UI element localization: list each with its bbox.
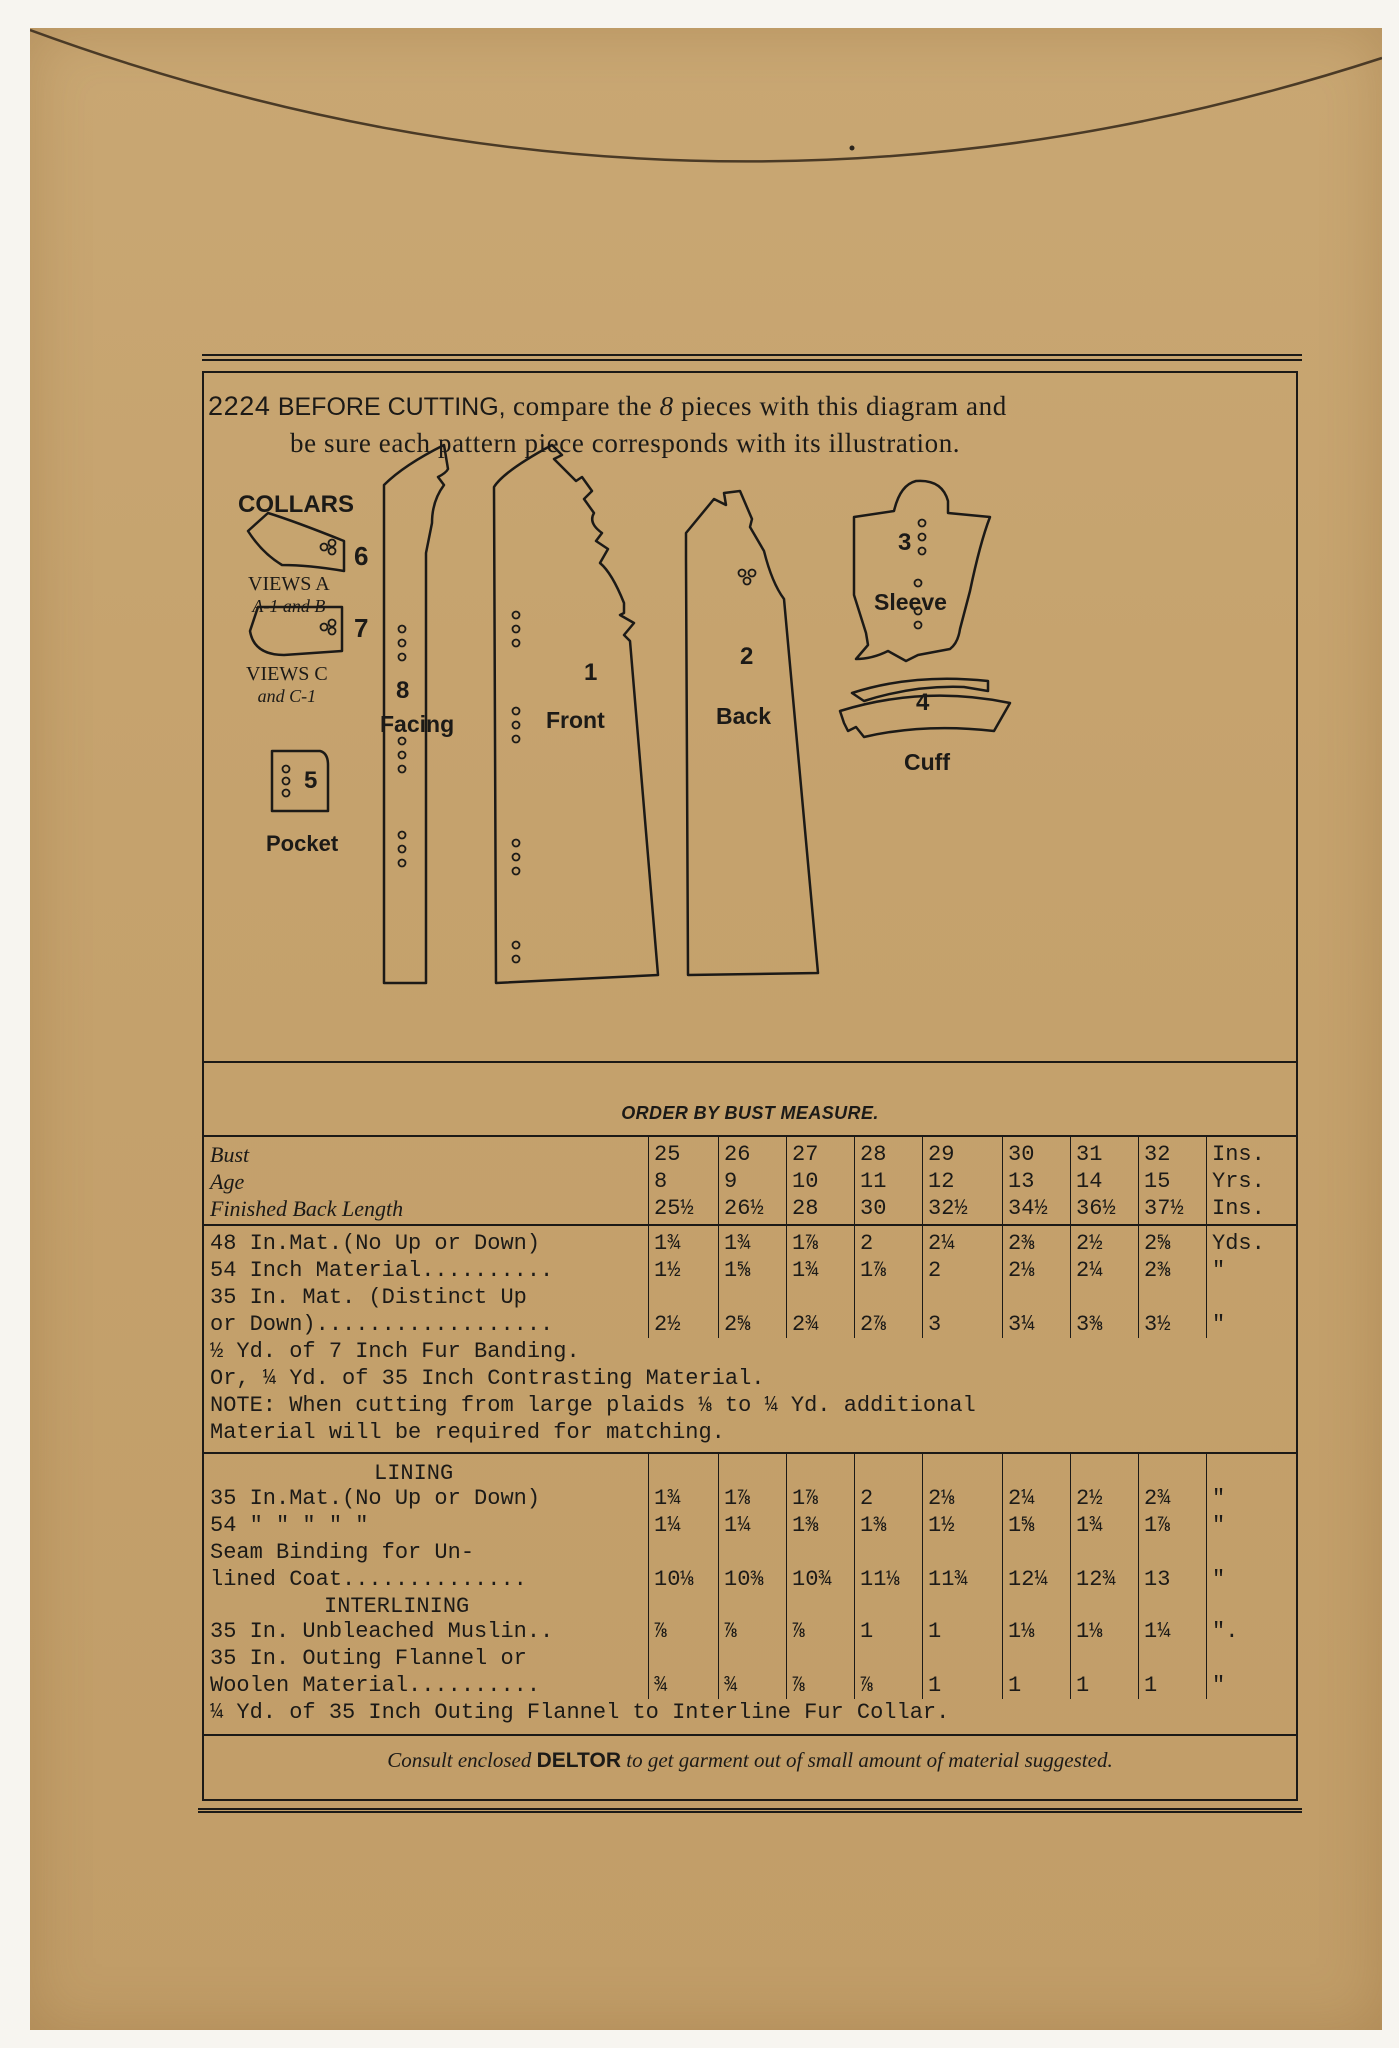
lining-row-value: 2 [860,1486,874,1511]
table-column-rule [718,1135,719,1338]
size-row-value: 25 [654,1142,681,1167]
lining-row-value: 1¾ [1076,1513,1103,1538]
material-row-value: 1⅞ [792,1231,819,1256]
collar-6-number: 6 [354,541,369,571]
size-row-value: 27 [792,1142,819,1167]
material-note: Or, ¼ Yd. of 35 Inch Contrasting Material. [210,1366,765,1391]
lining-row-value: 12¼ [1008,1567,1048,1592]
size-row-value: 28 [792,1196,819,1221]
facing-8-number: 8 [396,677,410,704]
size-row-value: 25½ [654,1196,694,1221]
material-row-value: 2 [860,1231,874,1256]
lining-row-value: 1¼ [654,1513,681,1538]
piece-count: 8 [659,391,674,421]
front-1-number: 1 [584,659,598,686]
pattern-number: 2224 [208,391,271,421]
lining-row-value: 11¾ [928,1567,968,1592]
material-note: Material will be required for matching. [210,1420,725,1445]
size-row-unit: Yrs. [1212,1169,1265,1194]
cutting-guide-sheet [202,354,1302,1833]
material-row-value: 3¼ [1008,1312,1035,1337]
table-column-rule [648,1135,649,1338]
interlining-row-value: 1⅛ [1076,1619,1103,1644]
collar-6-label-line-2: A-1 and B [252,596,326,616]
material-row-unit: " [1212,1258,1226,1283]
section-divider [204,1061,1296,1063]
pocket-5-number: 5 [304,767,318,794]
table-column-rule [786,1452,787,1699]
size-row-unit: Ins. [1212,1196,1265,1221]
size-row-value: 32 [1144,1142,1171,1167]
interlining-row-value: ¾ [654,1673,668,1698]
material-row-value: 1⅝ [724,1258,751,1283]
table-column-rule [648,1452,649,1699]
lining-row-value: 2⅛ [928,1486,955,1511]
material-row-value: 3 [928,1312,942,1337]
table-column-rule [1002,1452,1003,1699]
size-row-label: Bust [210,1142,250,1167]
size-row-value: 30 [1008,1142,1035,1167]
material-row-unit: Yds. [1212,1231,1265,1256]
table-column-rule [718,1452,719,1699]
table-row-rule [204,1224,1296,1226]
table-row-rule [204,1734,1296,1736]
lining-row-value: 2¾ [1144,1486,1171,1511]
material-row-unit: " [1212,1312,1226,1337]
interlining-row-value: 1 [1008,1673,1022,1698]
size-row-label: Finished Back Length [210,1196,404,1221]
instruction-text-a: compare the [512,391,653,421]
footer-brand: DELTOR [536,1749,621,1772]
material-row-value: 3½ [1144,1312,1171,1337]
lining-row-value: 1¾ [654,1486,681,1511]
pattern-envelope [30,28,1382,2030]
table-column-rule [1070,1452,1071,1699]
instruction-line-2: be sure each pattern piece corresponds with its illustration. [290,428,961,458]
cuff-4-number: 4 [916,689,930,716]
collar-6-shape [248,513,344,571]
interlining-final-note: ¼ Yd. of 35 Inch Outing Flannel to Interline Fur Collar. [210,1700,950,1725]
size-row-value: 34½ [1008,1196,1048,1221]
material-row-value: 1½ [654,1258,681,1283]
size-row-value: 36½ [1076,1196,1116,1221]
lining-row-value: 12¾ [1076,1567,1116,1592]
pocket-5-label: Pocket [266,831,339,856]
interlining-row-value: ⅞ [654,1619,668,1644]
interlining-row-value: 1¼ [1144,1619,1171,1644]
size-row-value: 15 [1144,1169,1171,1194]
lining-row-value: 2½ [1076,1486,1103,1511]
table-column-rule [854,1452,855,1699]
interlining-row-value: ⅞ [724,1619,738,1644]
table-column-rule [1138,1452,1139,1699]
collar-6-label-line-1: VIEWS A [248,573,330,595]
collar-7-number: 7 [354,613,369,643]
lining-row-value: 10¾ [792,1567,832,1592]
sleeve-3-number: 3 [898,529,912,556]
size-row-value: 12 [928,1169,955,1194]
interlining-row-value: 1 [860,1619,874,1644]
material-row-value: 1¾ [792,1258,819,1283]
lining-row-label: lined Coat.............. [210,1567,527,1592]
pocket-5-shape [272,751,328,811]
interlining-row-value: 1⅛ [1008,1619,1035,1644]
material-row-value: 3⅜ [1076,1312,1103,1337]
interlining-row-value: ⅞ [792,1673,806,1698]
material-row-value: 1¾ [724,1231,751,1256]
material-row-value: 2¾ [792,1312,819,1337]
size-row-unit: Ins. [1212,1142,1265,1167]
table-column-rule [854,1135,855,1338]
material-row-value: 2 [928,1258,942,1283]
table-row-rule [204,1452,1296,1454]
back-2-label: Back [716,703,771,729]
back-2-shape [686,491,818,975]
interlining-row-value: ⅞ [792,1619,806,1644]
footer-text-a: Consult enclosed [387,1748,532,1772]
sleeve-3-label: Sleeve [874,589,947,615]
lining-row-unit: " [1212,1486,1226,1511]
material-row-value: 2½ [654,1312,681,1337]
interlining-row-unit: " [1212,1673,1226,1698]
lining-row-value: 10⅜ [724,1567,764,1592]
material-row-value: 2⅞ [860,1312,887,1337]
size-row-value: 10 [792,1169,819,1194]
material-note: NOTE: When cutting from large plaids ⅛ to ¼ Yd. additional [210,1393,976,1418]
size-row-value: 37½ [1144,1196,1184,1221]
lining-row-unit: " [1212,1567,1226,1592]
lining-row-value: 1¼ [724,1513,751,1538]
deltor-footer [204,1748,1296,1773]
interlining-row-label: Woolen Material.......... [210,1673,541,1698]
interlining-row-value: ⅞ [860,1673,874,1698]
lining-row-value: 1⅞ [724,1486,751,1511]
table-column-rule [786,1135,787,1338]
lining-row-value: 1⅝ [1008,1513,1035,1538]
material-row-value: 2½ [1076,1231,1103,1256]
back-2-number: 2 [740,643,754,670]
collar-7-label-line-1: VIEWS C [246,663,328,685]
order-by-bust-title: ORDER BY BUST MEASURE. [621,1103,879,1123]
size-row-value: 26 [724,1142,751,1167]
size-row-value: 14 [1076,1169,1103,1194]
instruction-text-b: pieces with this diagram and [681,391,1007,421]
lining-row-value: 13 [1144,1567,1171,1592]
collar-7-label [246,663,328,707]
size-row-value: 13 [1008,1169,1035,1194]
material-row-value: 2¼ [1076,1258,1103,1283]
collar-7-label-line-2: and C-1 [257,686,317,706]
interlining-row-value: 1 [1144,1673,1158,1698]
table-column-rule [1138,1135,1139,1338]
lining-heading: LINING [374,1461,454,1486]
material-row-value: 1¾ [654,1231,681,1256]
table-column-rule [922,1135,923,1338]
size-row-value: 29 [928,1142,955,1167]
interlining-row-value: 1 [1076,1673,1090,1698]
interlining-row-value: 1 [928,1619,942,1644]
lining-row-label: Seam Binding for Un- [210,1540,475,1565]
bottom-double-rule [198,1808,1302,1813]
interlining-row-unit: ". [1212,1619,1239,1644]
table-column-rule [1206,1452,1207,1699]
size-row-value: 11 [860,1169,887,1194]
lining-row-value: 10⅛ [654,1567,694,1592]
table-column-rule [1206,1135,1207,1338]
material-row-value: 2¼ [928,1231,955,1256]
size-row-label: Age [210,1169,245,1194]
size-row-value: 31 [1076,1142,1103,1167]
interlining-row-label: 35 In. Outing Flannel or [210,1646,527,1671]
collars-heading: COLLARS [238,491,354,518]
lining-row-label: 54 " " " " " [210,1513,369,1538]
table-column-rule [1070,1135,1071,1338]
lining-row-value: 2¼ [1008,1486,1035,1511]
material-note: ½ Yd. of 7 Inch Fur Banding. [210,1339,580,1364]
size-row-value: 26½ [724,1196,764,1221]
facing-8-label: Facing [380,711,455,737]
size-row-value: 8 [654,1169,668,1194]
size-row-value: 30 [860,1196,887,1221]
lining-row-value: 1⅞ [792,1486,819,1511]
lining-row-value: 11⅛ [860,1567,900,1592]
material-row-label: 48 In.Mat.(No Up or Down) [210,1231,541,1256]
before-cutting-text: BEFORE CUTTING, [277,393,506,421]
material-row-label: 35 In. Mat. (Distinct Up [210,1285,527,1310]
table-row-rule [204,1135,1296,1137]
material-row-label: or Down).................. [210,1312,554,1337]
material-row-value: 2⅛ [1008,1258,1035,1283]
material-row-value: 2⅜ [1144,1258,1171,1283]
material-row-label: 54 Inch Material.......... [210,1258,554,1283]
size-row-value: 32½ [928,1196,968,1221]
size-row-value: 9 [724,1169,738,1194]
lining-row-unit: " [1212,1513,1226,1538]
lining-row-label: 35 In.Mat.(No Up or Down) [210,1486,541,1511]
lining-row-value: 1⅜ [792,1513,819,1538]
table-column-rule [922,1452,923,1699]
guide-frame [202,371,1298,1801]
collar-6-label [248,573,330,617]
interlining-heading: INTERLINING [324,1594,470,1619]
lining-row-value: 1⅜ [860,1513,887,1538]
lining-row-value: 1½ [928,1513,955,1538]
sleeve-3-shape [854,481,990,661]
interlining-row-value: 1 [928,1673,942,1698]
material-row-value: 2⅜ [1008,1231,1035,1256]
interlining-row-value: ¾ [724,1673,738,1698]
size-row-value: 28 [860,1142,887,1167]
table-column-rule [1002,1135,1003,1338]
front-1-label: Front [546,707,605,733]
material-row-value: 2⅝ [724,1312,751,1337]
lining-row-value: 1⅞ [1144,1513,1171,1538]
cuff-4-label: Cuff [904,749,950,775]
envelope-flap-curve [30,28,1382,228]
footer-text-b: to get garment out of small amount of material suggested. [626,1748,1113,1772]
material-row-value: 1⅞ [860,1258,887,1283]
interlining-row-label: 35 In. Unbleached Muslin.. [210,1619,554,1644]
material-row-value: 2⅝ [1144,1231,1171,1256]
